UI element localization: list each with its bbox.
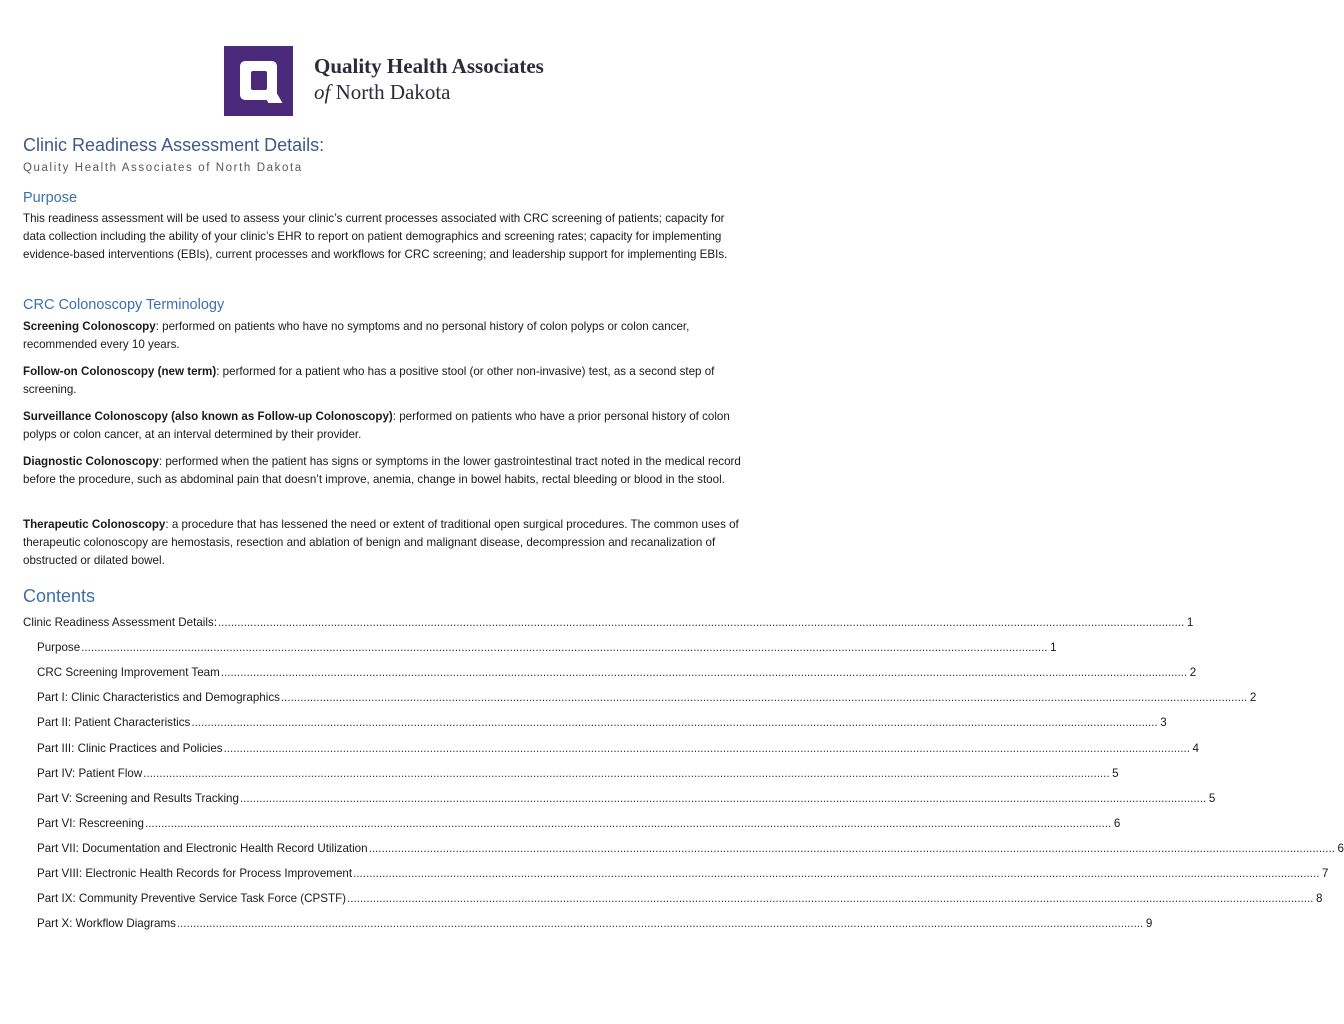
term-definition: : performed on patients who have a prior personal history of colon polyps or colon cancer, at an interval determined by their provider. [23,410,730,441]
term-definition: : performed when the patient has signs or symptoms in the lower gastrointestinal tract noted in the medical record before the procedure, such as abdominal pain that doesn’t improve, anemia, change in bowel habits, rectal bleeding or blood in the stool. [23,455,741,486]
toc-entry[interactable] [23,786,1216,811]
toc-entry-page: 6 [1337,841,1344,855]
toc-leader: ............................................................................................................................................................................................................................................................................................................ [280,691,1248,705]
toc-leader: ............................................................................................................................................................................................................................................................................................................ [347,892,1314,906]
term-diagnostic [23,453,748,489]
purpose-text: This readiness assessment will be used to assess your clinic’s current processes associated with CRC screening of patients; capacity for data collection including the ability of your clinic’s EHR to report on patient demographics and screening rates; capacity for implementing evidence-based interventions (EBIs), current processes and workflows for CRC screening; and leadership support for implementing EBIs. [23,212,728,261]
toc-leader: ............................................................................................................................................................................................................................................................................................................ [176,917,1144,931]
purpose-heading: Purpose [23,190,78,206]
toc-entry-page: 1 [1050,641,1057,655]
term-name: Surveillance Colonoscopy (also known as Follow-up Colonoscopy) [23,410,393,423]
toc-entry-title: Clinic Readiness Assessment Details: [23,616,217,630]
toc-leader: ............................................................................................................................................................................................................................................................................................................ [217,616,1185,630]
toc-entry[interactable] [23,610,1194,635]
toc-leader: ............................................................................................................................................................................................................................................................................................................ [220,666,1188,680]
term-therapeutic [23,516,748,570]
toc-leader: ............................................................................................................................................................................................................................................................................................................ [191,716,1158,730]
toc-entry-title: Part IX: Community Preventive Service Task Force (CPSTF) [37,892,347,906]
logo-location-name: North Dakota [335,80,451,104]
toc-entry-page: 6 [1113,816,1121,830]
term-name: Therapeutic Colonoscopy [23,518,166,531]
term-screening [23,318,748,354]
toc-entry-title: Part X: Workflow Diagrams [37,917,176,931]
term-follow-on [23,363,748,399]
toc-leader: ............................................................................................................................................................................................................................................................................................................ [81,641,1048,655]
logo-name: Quality Health Associates [314,54,544,78]
organization-logo [224,46,554,118]
term-name: Follow-on Colonoscopy (new term) [23,365,217,378]
toc-entry-title: Part VI: Rescreening [37,816,144,830]
toc-entry[interactable] [23,811,1121,836]
toc-entry[interactable] [23,635,1057,660]
toc-entry[interactable] [23,685,1257,710]
term-definition: : performed for a patient who has a positive stool (or other non-invasive) test, as a second step of screening. [23,365,715,396]
toc-entry[interactable] [23,761,1119,786]
toc-entry-title: Part VII: Documentation and Electronic Health Record Utilization [37,841,368,855]
toc-entry[interactable] [23,710,1167,735]
term-surveillance [23,408,748,444]
toc-entry-title: Part III: Clinic Practices and Policies [37,741,223,755]
toc-entry-page: 9 [1145,917,1153,931]
page-title: Clinic Readiness Assessment Details: [23,135,325,155]
term-name: Diagnostic Colonoscopy [23,455,159,468]
toc-entry-page: 1 [1186,616,1194,630]
q-logo-icon [224,46,293,116]
toc-entry-title: Purpose [37,641,81,655]
toc-entry[interactable] [23,886,1323,911]
term-definition: : performed on patients who have no symptoms and no personal history of colon polyps or colon cancer, recommended every 10 years. [23,320,690,351]
toc-entry-title: Part V: Screening and Results Tracking [37,791,239,805]
toc-entry-page: 4 [1192,741,1199,755]
toc-entry-title: CRC Screening Improvement Team [37,666,220,680]
toc-entry-title: Part I: Clinic Characteristics and Demographics [37,691,280,705]
toc-entry-page: 5 [1208,791,1216,805]
toc-leader: ............................................................................................................................................................................................................................................................................................................ [223,741,1190,755]
term-name: Screening Colonoscopy [23,320,156,333]
contents-heading: Contents [23,586,96,606]
toc-entry-page: 7 [1321,866,1329,880]
toc-entry-page: 2 [1189,666,1197,680]
toc-entry[interactable] [23,836,1344,861]
toc-entry-page: 5 [1112,766,1119,780]
toc-entry-page: 8 [1315,892,1323,906]
terminology-heading: CRC Colonoscopy Terminology [23,297,225,313]
toc-leader: ............................................................................................................................................................................................................................................................................................................ [239,791,1207,805]
table-of-contents [23,610,1344,936]
logo-of: of [314,80,331,104]
logo-location [314,80,450,105]
page-subtitle: Quality Health Associates of North Dakota [23,162,303,174]
toc-entry-page: 3 [1160,716,1167,730]
toc-entry-page: 2 [1249,691,1257,705]
toc-entry[interactable] [23,735,1199,760]
toc-entry-title: Part II: Patient Characteristics [37,716,191,730]
toc-leader: ............................................................................................................................................................................................................................................................................................................ [143,766,1110,780]
toc-entry[interactable] [23,911,1153,936]
term-definition: : a procedure that has lessened the need or extent of traditional open surgical procedures. The common uses of therapeutic colonoscopy are hemostasis, resection and ablation of benign and malignant disease, decompression and recanalization of obstructed or dilated bowel. [23,518,739,567]
toc-leader: ............................................................................................................................................................................................................................................................................................................ [144,816,1112,830]
toc-entry-title: Part IV: Patient Flow [37,766,143,780]
toc-entry[interactable] [23,861,1329,886]
toc-leader: ............................................................................................................................................................................................................................................................................................................ [368,841,1335,855]
toc-entry[interactable] [23,660,1197,685]
toc-leader: ............................................................................................................................................................................................................................................................................................................ [353,866,1320,880]
toc-entry-title: Part VIII: Electronic Health Records for Process Improvement [37,866,353,880]
